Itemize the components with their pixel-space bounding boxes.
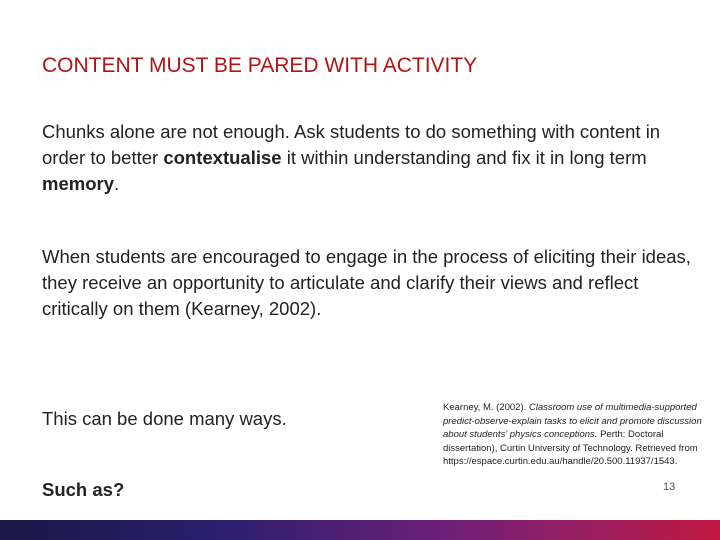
- keyword-memory: memory: [42, 173, 114, 194]
- paragraph-chunks-part2: it within understanding and fix it in long term: [281, 147, 647, 168]
- keyword-contextualise: contextualise: [163, 147, 282, 168]
- footer-gradient-band: [0, 520, 720, 540]
- slide-title: CONTENT MUST BE PARED WITH ACTIVITY: [42, 54, 478, 77]
- paragraph-chunks-part3: .: [113, 173, 120, 194]
- reference-title: Classroom use of multimedia-supported predict-observe-explain tasks to elicit and promote discussion about students' physics conceptions.: [443, 402, 702, 440]
- paragraph-kearney: When students are encouraged to engage in the process of eliciting their ideas, they receive an opportunity to articulate and clarify their views and reflect critically on them (Kearney, 2002).: [42, 246, 691, 319]
- many-ways-text: This can be done many ways.: [42, 408, 287, 429]
- such-as-text: Such as?: [42, 479, 125, 500]
- reference-citation: [443, 401, 715, 469]
- paragraph-chunks: [42, 119, 692, 197]
- reference-tail: Perth: Doctoral dissertation), Curtin University of Technology. Retrieved from https://espace.curtin.edu.au/handle/20.500.11937/1543.: [443, 429, 698, 467]
- page-number: 13: [663, 481, 676, 493]
- paragraph-chunks-part1: Chunks alone are not enough. Ask students to do something with content in order to better: [42, 121, 661, 168]
- reference-lead: Kearney, M. (2002).: [443, 402, 529, 413]
